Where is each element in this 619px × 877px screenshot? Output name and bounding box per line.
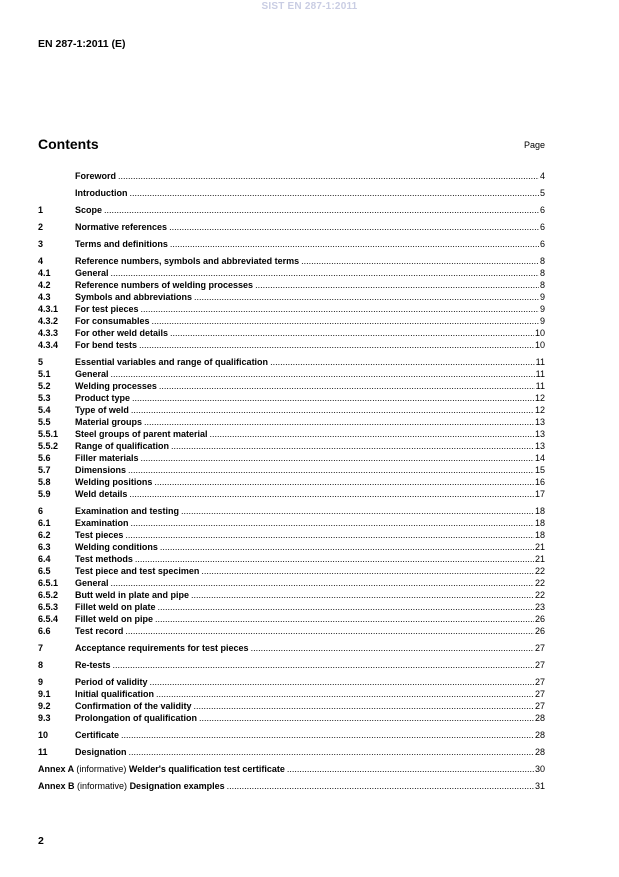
- toc-entry-title: Acceptance requirements for test pieces: [75, 643, 249, 653]
- toc-entry-title: Introduction: [75, 188, 128, 198]
- toc-entry-number: 5.2: [38, 381, 51, 391]
- toc-entry[interactable]: [38, 565, 545, 577]
- toc-entry-number: 5.8: [38, 477, 51, 487]
- toc-annex-entry[interactable]: [38, 780, 545, 792]
- toc-entry-number: 4.2: [38, 280, 51, 290]
- toc-entry-number: 9.2: [38, 701, 51, 711]
- toc-entry-title: Filler materials: [75, 453, 139, 463]
- toc-entry[interactable]: [38, 380, 545, 392]
- toc-entry[interactable]: [38, 315, 545, 327]
- toc-entry-page: 12: [534, 393, 545, 403]
- toc-entry[interactable]: [38, 221, 545, 233]
- toc-entry-title: Terms and definitions: [75, 239, 168, 249]
- toc-entry-number: 1: [38, 205, 44, 215]
- toc-entry-title: Steel groups of parent material: [75, 429, 208, 439]
- toc-entry-page: 9: [539, 316, 545, 326]
- toc-entry-page: 10: [534, 328, 545, 338]
- toc-entry-page: 22: [534, 590, 545, 600]
- toc-entry-number: 5.1: [38, 369, 51, 379]
- toc-entry-page: 11: [535, 357, 545, 367]
- toc-entry[interactable]: [38, 279, 545, 291]
- toc-entry[interactable]: [38, 700, 545, 712]
- dot-leader: [194, 700, 534, 712]
- toc-entry[interactable]: [38, 712, 545, 724]
- page-number: 2: [38, 835, 44, 847]
- toc-entry-title: Scope: [75, 205, 103, 215]
- toc-entry-number: 6.6: [38, 626, 51, 636]
- dot-leader: [141, 452, 534, 464]
- toc-entry[interactable]: [38, 392, 545, 404]
- toc-entry-number: 6.5.4: [38, 614, 59, 624]
- dot-leader: [156, 688, 534, 700]
- toc-entry[interactable]: [38, 541, 545, 553]
- toc-entry-number: 4.3.4: [38, 340, 59, 350]
- dot-leader: [121, 729, 534, 741]
- toc-entry-page: 17: [534, 489, 545, 499]
- annex-label: Annex B: [38, 781, 75, 791]
- toc-entry-number: 4.3: [38, 292, 51, 302]
- toc-entry[interactable]: [38, 452, 545, 464]
- dot-leader: [171, 440, 534, 452]
- toc-entry-title: Examination and testing: [75, 506, 180, 516]
- dot-leader: [210, 428, 534, 440]
- toc-entry[interactable]: [38, 368, 545, 380]
- toc-entry-title: Test record: [75, 626, 124, 636]
- toc-entry-title: Fillet weld on plate: [75, 602, 156, 612]
- dot-leader: [128, 464, 534, 476]
- toc-entry-number: 5.9: [38, 489, 51, 499]
- toc-entry[interactable]: [38, 746, 545, 758]
- dot-leader: [201, 565, 534, 577]
- toc-entry-page: 16: [534, 477, 545, 487]
- toc-entry[interactable]: [38, 303, 545, 315]
- toc-entry[interactable]: [38, 255, 545, 267]
- toc-entry-title: Material groups: [75, 417, 143, 427]
- toc-entry-title: General: [75, 578, 109, 588]
- dot-leader: [170, 238, 539, 250]
- dot-leader: [111, 577, 534, 589]
- toc-entry[interactable]: [38, 676, 545, 688]
- toc-entry-number: 6.2: [38, 530, 51, 540]
- toc-entry-title: Reference numbers of welding processes: [75, 280, 254, 290]
- toc-entry-page: 27: [534, 701, 545, 711]
- dot-leader: [154, 476, 534, 488]
- toc-entry-title: Test pieces: [75, 530, 124, 540]
- toc-entry-number: 6.5.2: [38, 590, 59, 600]
- toc-entry-title: Examination: [75, 518, 129, 528]
- toc-entry-title: Dimensions: [75, 465, 127, 475]
- dot-leader: [199, 712, 534, 724]
- toc-entry-number: 6.5.1: [38, 578, 59, 588]
- toc-entry[interactable]: [38, 187, 545, 199]
- toc-entry-number: 9: [38, 677, 44, 687]
- dot-leader: [139, 339, 534, 351]
- watermark: SIST EN 287-1:2011: [261, 1, 358, 12]
- toc-entry-number: 4.1: [38, 268, 51, 278]
- toc-entry-page: 11: [535, 381, 545, 391]
- toc-entry-number: 6.4: [38, 554, 51, 564]
- contents-heading: Contents: [38, 136, 99, 152]
- toc-entry-number: 9.3: [38, 713, 51, 723]
- toc-entry-page: 22: [534, 578, 545, 588]
- dot-leader: [125, 625, 534, 637]
- toc-entry[interactable]: [38, 416, 545, 428]
- toc-entry-title: Butt weld in plate and pipe: [75, 590, 190, 600]
- toc-entry-title: Re-tests: [75, 660, 111, 670]
- dot-leader: [129, 488, 534, 500]
- toc-entry[interactable]: [38, 577, 545, 589]
- dot-leader: [132, 392, 534, 404]
- toc-entry-number: 5.6: [38, 453, 51, 463]
- toc-entry-page: 27: [534, 677, 545, 687]
- dot-leader: [255, 279, 539, 291]
- document-id: EN 287-1:2011 (E): [38, 38, 126, 50]
- toc-entry[interactable]: [38, 238, 545, 250]
- dot-leader: [130, 187, 539, 199]
- toc-entry[interactable]: [38, 505, 545, 517]
- toc-entry-page: 27: [534, 660, 545, 670]
- toc-entry-page: 15: [534, 465, 545, 475]
- toc-entry-page: 22: [534, 566, 545, 576]
- toc-entry-number: 5: [38, 357, 44, 367]
- annex-heading: [38, 780, 225, 792]
- toc-entry[interactable]: [38, 659, 545, 671]
- dot-leader: [111, 267, 539, 279]
- toc-entry-page: 6: [539, 239, 545, 249]
- toc-entry-title: General: [75, 268, 109, 278]
- toc-entry-page: 5: [539, 188, 545, 198]
- toc-entry[interactable]: [38, 589, 545, 601]
- annex-heading: [38, 763, 285, 775]
- toc-entry[interactable]: [38, 267, 545, 279]
- toc-entry-number: 5.5: [38, 417, 51, 427]
- annex-kind: (informative): [77, 781, 128, 791]
- toc-entry-number: 10: [38, 730, 49, 740]
- toc-entry-page: 12: [534, 405, 545, 415]
- dot-leader: [118, 170, 539, 182]
- toc-entry-page: 14: [534, 453, 545, 463]
- toc-entry-page: 13: [534, 441, 545, 451]
- toc-entry-page: 27: [534, 643, 545, 653]
- toc-entry-number: 4.3.1: [38, 304, 59, 314]
- toc-entry-page: 8: [539, 256, 545, 266]
- dot-leader: [144, 416, 534, 428]
- toc-entry[interactable]: [38, 204, 545, 216]
- toc-entry-number: 6.3: [38, 542, 51, 552]
- toc-entry-number: 5.7: [38, 465, 51, 475]
- dot-leader: [251, 642, 534, 654]
- dot-leader: [113, 659, 534, 671]
- toc-entry-page: 9: [539, 304, 545, 314]
- toc-entry-number: 6.1: [38, 518, 51, 528]
- toc-entry-page: 26: [534, 614, 545, 624]
- toc-entry-title: Prolongation of qualification: [75, 713, 197, 723]
- dot-leader: [159, 380, 535, 392]
- toc-entry-number: 6: [38, 506, 44, 516]
- toc-entry-title: Symbols and abbreviations: [75, 292, 193, 302]
- toc-entry-title: Range of qualification: [75, 441, 170, 451]
- toc-entry-title: For bend tests: [75, 340, 138, 350]
- toc-entry-page: 26: [534, 626, 545, 636]
- toc-entry-number: 11: [38, 747, 48, 757]
- toc-entry[interactable]: [38, 428, 545, 440]
- toc-entry-title: For consumables: [75, 316, 150, 326]
- toc-entry[interactable]: [38, 476, 545, 488]
- toc-entry-number: 4.3.2: [38, 316, 59, 326]
- dot-leader: [150, 676, 534, 688]
- toc-entry-title: Test piece and test specimen: [75, 566, 200, 576]
- toc-entry-title: Initial qualification: [75, 689, 155, 699]
- toc-entry-page: 11: [535, 369, 545, 379]
- toc-entry-title: General: [75, 369, 109, 379]
- toc-entry-title: Normative references: [75, 222, 168, 232]
- toc-entry-page: 30: [534, 764, 545, 774]
- toc-entry-number: 6.5: [38, 566, 51, 576]
- toc-entry-page: 13: [534, 417, 545, 427]
- toc-entry-number: 9.1: [38, 689, 51, 699]
- toc-entry-page: 9: [539, 292, 545, 302]
- toc-entry-number: 8: [38, 660, 44, 670]
- toc-entry-number: 5.5.2: [38, 441, 59, 451]
- toc-entry-title: Type of weld: [75, 405, 129, 415]
- toc-entry-number: 3: [38, 239, 44, 249]
- dot-leader: [191, 589, 534, 601]
- toc-entry-number: 2: [38, 222, 44, 232]
- toc-entry-title: Certificate: [75, 730, 120, 740]
- toc-entry-page: 28: [534, 730, 545, 740]
- dot-leader: [131, 517, 534, 529]
- toc-entry-title: Foreword: [75, 171, 117, 181]
- toc-entry[interactable]: [38, 729, 545, 741]
- toc-entry[interactable]: [38, 553, 545, 565]
- toc-entry[interactable]: [38, 529, 545, 541]
- toc-entry-page: 21: [534, 542, 545, 552]
- toc-entry-page: 28: [534, 713, 545, 723]
- toc-entry-title: For other weld details: [75, 328, 169, 338]
- dot-leader: [158, 601, 534, 613]
- dot-leader: [227, 780, 534, 792]
- toc-entry-title: Designation: [75, 747, 127, 757]
- toc-entry[interactable]: [38, 404, 545, 416]
- toc-entry[interactable]: [38, 464, 545, 476]
- dot-leader: [104, 204, 539, 216]
- dot-leader: [287, 763, 534, 775]
- toc-entry-title: Fillet weld on pipe: [75, 614, 154, 624]
- toc-entry-title: Test methods: [75, 554, 133, 564]
- toc-entry-page: 31: [534, 781, 545, 791]
- toc-entry-page: 18: [534, 518, 545, 528]
- dot-leader: [129, 746, 534, 758]
- toc-entry-page: 4: [539, 171, 545, 181]
- toc-entry-page: 27: [534, 689, 545, 699]
- toc-entry-title: Welding conditions: [75, 542, 158, 552]
- toc-entry-page: 13: [534, 429, 545, 439]
- toc-entry[interactable]: [38, 613, 545, 625]
- toc-entry-page: 6: [539, 222, 545, 232]
- dot-leader: [131, 404, 534, 416]
- toc-entry-page: 18: [534, 506, 545, 516]
- toc-entry-number: 5.5.1: [38, 429, 59, 439]
- toc-entry-title: Welding positions: [75, 477, 153, 487]
- toc-entry-page: 6: [539, 205, 545, 215]
- annex-label: Annex A: [38, 764, 74, 774]
- dot-leader: [170, 327, 534, 339]
- toc-entry-number: 5.3: [38, 393, 51, 403]
- toc-entry[interactable]: [38, 356, 545, 368]
- toc-entry-title: Confirmation of the validity: [75, 701, 192, 711]
- toc-entry-title: Welding processes: [75, 381, 157, 391]
- dot-leader: [135, 553, 534, 565]
- annex-title: Designation examples: [129, 781, 225, 791]
- toc-entry-number: 4.3.3: [38, 328, 59, 338]
- toc-entry[interactable]: [38, 601, 545, 613]
- toc-entry-title: Weld details: [75, 489, 128, 499]
- toc-entry[interactable]: [38, 170, 545, 182]
- toc-entry-number: 4: [38, 256, 44, 266]
- dot-leader: [111, 368, 535, 380]
- dot-leader: [194, 291, 539, 303]
- dot-leader: [155, 613, 534, 625]
- toc-entry-page: 8: [539, 280, 545, 290]
- toc-entry[interactable]: [38, 625, 545, 637]
- toc-entry[interactable]: [38, 291, 545, 303]
- dot-leader: [181, 505, 534, 517]
- toc-annex-entry[interactable]: [38, 763, 545, 775]
- toc-entry[interactable]: [38, 339, 545, 351]
- toc-entry-number: 6.5.3: [38, 602, 59, 612]
- dot-leader: [270, 356, 535, 368]
- toc-entry-title: Reference numbers, symbols and abbreviated terms: [75, 256, 300, 266]
- dot-leader: [160, 541, 534, 553]
- toc-entry[interactable]: [38, 688, 545, 700]
- toc-entry-page: 21: [534, 554, 545, 564]
- toc-entry-number: 5.4: [38, 405, 51, 415]
- table-of-contents: [38, 170, 545, 792]
- page-column-label: Page: [523, 140, 545, 150]
- toc-entry-title: Period of validity: [75, 677, 148, 687]
- toc-entry[interactable]: [38, 440, 545, 452]
- dot-leader: [301, 255, 539, 267]
- toc-entry[interactable]: [38, 642, 545, 654]
- dot-leader: [141, 303, 539, 315]
- toc-entry-page: 8: [539, 268, 545, 278]
- toc-entry[interactable]: [38, 488, 545, 500]
- toc-entry-title: For test pieces: [75, 304, 139, 314]
- toc-entry-page: 10: [534, 340, 545, 350]
- dot-leader: [125, 529, 534, 541]
- toc-entry-title: Essential variables and range of qualification: [75, 357, 269, 367]
- annex-kind: (informative): [76, 764, 127, 774]
- toc-entry[interactable]: [38, 517, 545, 529]
- toc-entry-page: 23: [534, 602, 545, 612]
- toc-entry[interactable]: [38, 327, 545, 339]
- toc-entry-page: 18: [534, 530, 545, 540]
- dot-leader: [152, 315, 539, 327]
- toc-entry-title: Product type: [75, 393, 131, 403]
- annex-title: Welder's qualification test certificate: [128, 764, 285, 774]
- dot-leader: [169, 221, 539, 233]
- toc-entry-page: 28: [534, 747, 545, 757]
- toc-entry-number: 7: [38, 643, 44, 653]
